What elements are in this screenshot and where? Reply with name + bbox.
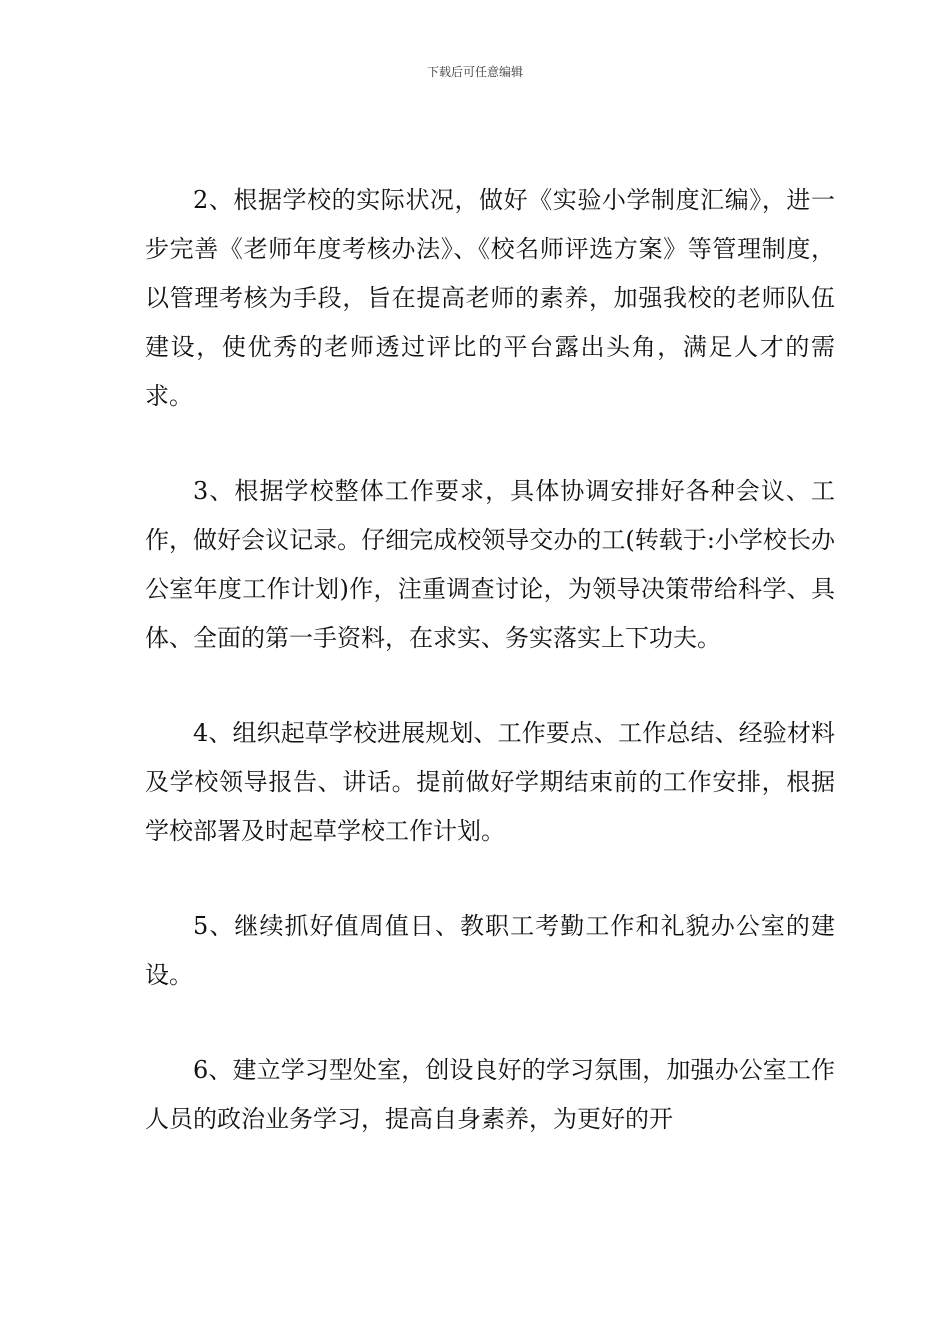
paragraph-item-2: 2、根据学校的实际状况，做好《实验小学制度汇编》，进一步完善《老师年度考核办法》、《校名师评选方案》等管理制度，以管理考核为手段，旨在提高老师的素养，加强我校的老师队伍建设，使优秀的老师透过评比的平台露出头角，满足人才的需求。 bbox=[145, 186, 835, 410]
paragraph-item-3: 3、根据学校整体工作要求，具体协调安排好各种会议、工作，做好会议记录。仔细完成校领导交办的工(转载于:小学校长办公室年度工作计划)作，注重调查讨论，为领导决策带给科学、具体、全面的第一手资料，在求实、务实落实上下功夫。 bbox=[145, 477, 835, 652]
paragraph-item-6: 6、建立学习型处室，创设良好的学习氛围，加强办公室工作人员的政治业务学习，提高自身素养，为更好的开 bbox=[145, 1056, 835, 1133]
paragraph-item-5: 5、继续抓好值周值日、教职工考勤工作和礼貌办公室的建设。 bbox=[145, 912, 835, 989]
page-header: 下载后可任意编辑 bbox=[426, 65, 523, 79]
paragraph-item-4: 4、组织起草学校进展规划、工作要点、工作总结、经验材料及学校领导报告、讲话。提前做好学期结束前的工作安排，根据学校部署及时起草学校工作计划。 bbox=[145, 719, 835, 845]
document-body bbox=[145, 176, 835, 1144]
